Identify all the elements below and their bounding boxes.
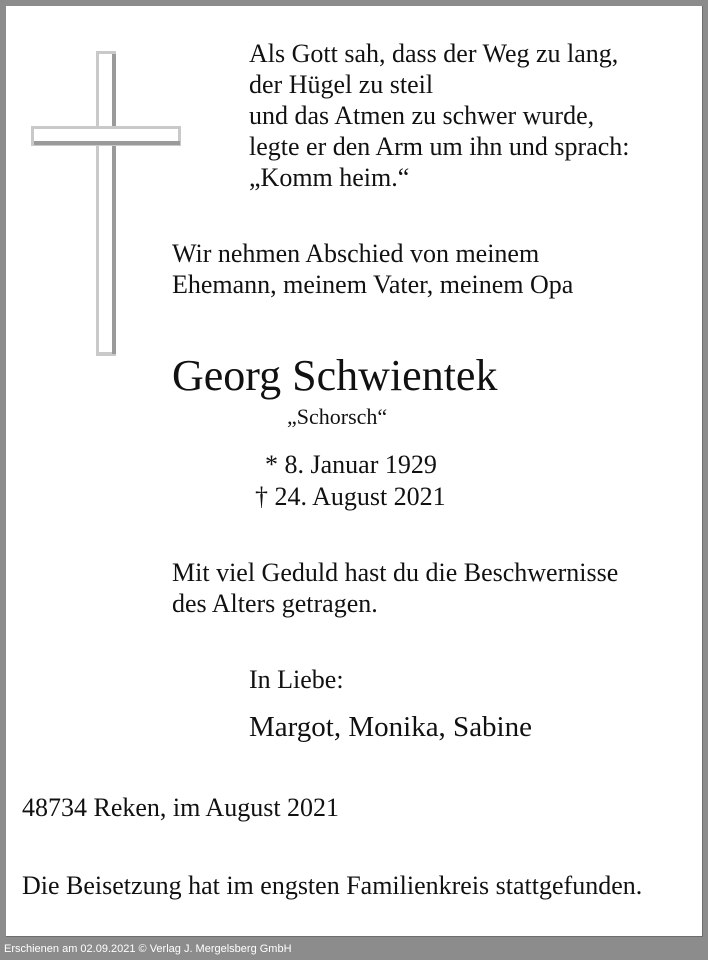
birth-date: * 8. Januar 1929 <box>265 450 437 479</box>
poem: Als Gott sah, dass der Weg zu lang, der Hügel zu steil und das Atmen zu schwer wurde, legte er den Arm um ihn und sprach: „Komm heim.“ <box>249 39 630 192</box>
tribute-text: Mit viel Geduld hast du die Beschwernisse des Alters getragen. <box>172 558 619 618</box>
in-love-label: In Liebe: <box>249 665 344 694</box>
place-date: 48734 Reken, im August 2021 <box>22 793 340 822</box>
publication-credit: Erschienen am 02.09.2021 © Verlag J. Mergelsberg GmbH <box>4 943 292 955</box>
cross-icon <box>31 51 181 356</box>
deceased-name: Georg Schwientek <box>172 351 498 400</box>
mourners-names: Margot, Monika, Sabine <box>249 711 532 743</box>
funeral-note: Die Beisetzung hat im engsten Familienkreis stattgefunden. <box>22 871 643 900</box>
deceased-nickname: „Schorsch“ <box>287 404 388 429</box>
death-date: † 24. August 2021 <box>255 482 446 511</box>
obituary-card <box>6 6 703 937</box>
farewell-text: Wir nehmen Abschied von meinem Ehemann, meinem Vater, meinem Opa <box>172 239 574 299</box>
